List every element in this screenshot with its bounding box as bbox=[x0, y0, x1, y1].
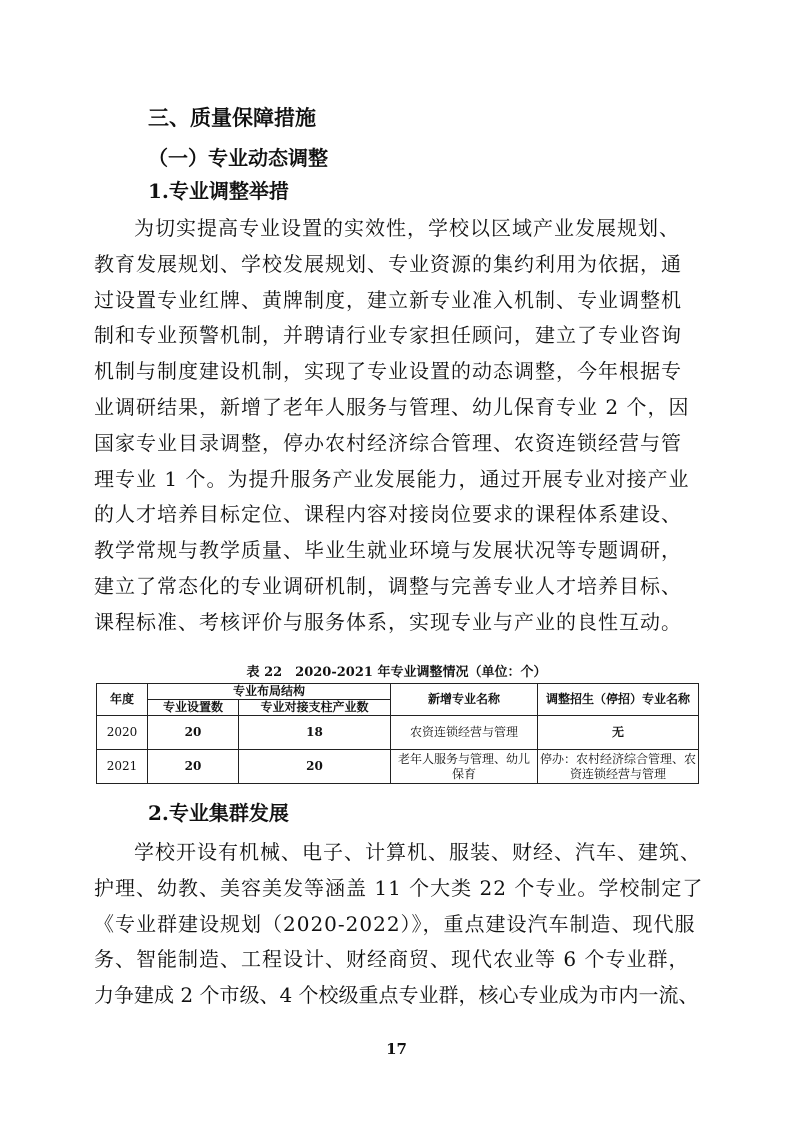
paragraph-line: 机制与制度建设机制，实现了专业设置的动态调整，今年根据专 bbox=[94, 359, 682, 384]
paragraph-line: 务、智能制造、工程设计、财经商贸、现代农业等 6 个专业群， bbox=[94, 947, 690, 972]
cell-stopped: 停办：农村经济综合管理、农资连锁经营与管理 bbox=[538, 750, 699, 784]
paragraph-line: 为切实提高专业设置的实效性，学校以区域产业发展规划、 bbox=[134, 216, 680, 240]
paragraph-line: 课程标准、考核评价与服务体系，实现专业与产业的良性互动。 bbox=[94, 609, 682, 634]
adjustment-table bbox=[96, 683, 699, 784]
paragraph-line: 国家专业目录调整，停办农村经济综合管理、农资连锁经营与管 bbox=[94, 430, 682, 455]
header-year: 年度 bbox=[97, 684, 148, 716]
subsection-heading: （一）专业动态调整 bbox=[148, 146, 328, 170]
paragraph-line: 的人才培养目标定位、课程内容对接岗位要求的课程体系建设、 bbox=[94, 502, 682, 527]
cell-industry: 20 bbox=[239, 750, 391, 784]
cell-year: 2021 bbox=[97, 750, 148, 784]
header-major-count: 专业设置数 bbox=[148, 700, 239, 716]
section-heading: 三、质量保障措施 bbox=[148, 105, 316, 130]
cell-stopped: 无 bbox=[538, 716, 699, 750]
page-number: 17 bbox=[386, 1040, 407, 1058]
table-caption: 表 22 2020-2021 年专业调整情况（单位：个） bbox=[246, 665, 547, 680]
table-row bbox=[97, 716, 699, 750]
cell-industry: 18 bbox=[239, 716, 391, 750]
header-structure: 专业布局结构 bbox=[148, 684, 391, 700]
sub-subsection-heading-1: 1.专业调整举措 bbox=[148, 179, 289, 203]
paragraph-line: 业调研结果，新增了老年人服务与管理、幼儿保育专业 2 个，因 bbox=[94, 394, 690, 419]
table-row bbox=[97, 750, 699, 784]
paragraph-line: 理专业 1 个。为提升服务产业发展能力，通过开展专业对接产业 bbox=[94, 466, 690, 491]
cell-new: 老年人服务与管理、幼儿保育 bbox=[391, 750, 538, 784]
cell-count: 20 bbox=[148, 716, 239, 750]
paragraph-cluster bbox=[94, 835, 704, 1014]
paragraph-adjustment bbox=[94, 211, 700, 641]
paragraph-line: 教学常规与教学质量、毕业生就业环境与发展状况等专题调研， bbox=[94, 538, 682, 563]
header-industry-count: 专业对接支柱产业数 bbox=[239, 700, 391, 716]
cell-year: 2020 bbox=[97, 716, 148, 750]
paragraph-line: 建立了常态化的专业调研机制，调整与完善专业人才培养目标、 bbox=[94, 573, 682, 598]
cell-count: 20 bbox=[148, 750, 239, 784]
cell-new: 农资连锁经营与管理 bbox=[391, 716, 538, 750]
paragraph-line: 教育发展规划、学校发展规划、专业资源的集约利用为依据，通 bbox=[94, 251, 682, 276]
header-stopped-major: 调整招生（停招）专业名称 bbox=[538, 684, 699, 716]
header-new-major: 新增专业名称 bbox=[391, 684, 538, 716]
paragraph-line: 《专业群建设规划（2020-2022）》，重点建设汽车制造、现代服 bbox=[94, 911, 696, 936]
paragraph-line: 力争建成 2 个市级、4 个校级重点专业群，核心专业成为市内一流、 bbox=[94, 983, 699, 1008]
paragraph-line: 学校开设有机械、电子、计算机、服装、财经、汽车、建筑、 bbox=[134, 840, 701, 864]
sub-subsection-heading-2: 2.专业集群发展 bbox=[148, 801, 289, 825]
paragraph-line: 制和专业预警机制，并聘请行业专家担任顾问，建立了专业咨询 bbox=[94, 323, 682, 348]
paragraph-line: 过设置专业红牌、黄牌制度，建立新专业准入机制、专业调整机 bbox=[94, 287, 682, 312]
paragraph-line: 护理、幼教、美容美发等涵盖 11 个大类 22 个专业。学校制定了 bbox=[94, 875, 704, 900]
